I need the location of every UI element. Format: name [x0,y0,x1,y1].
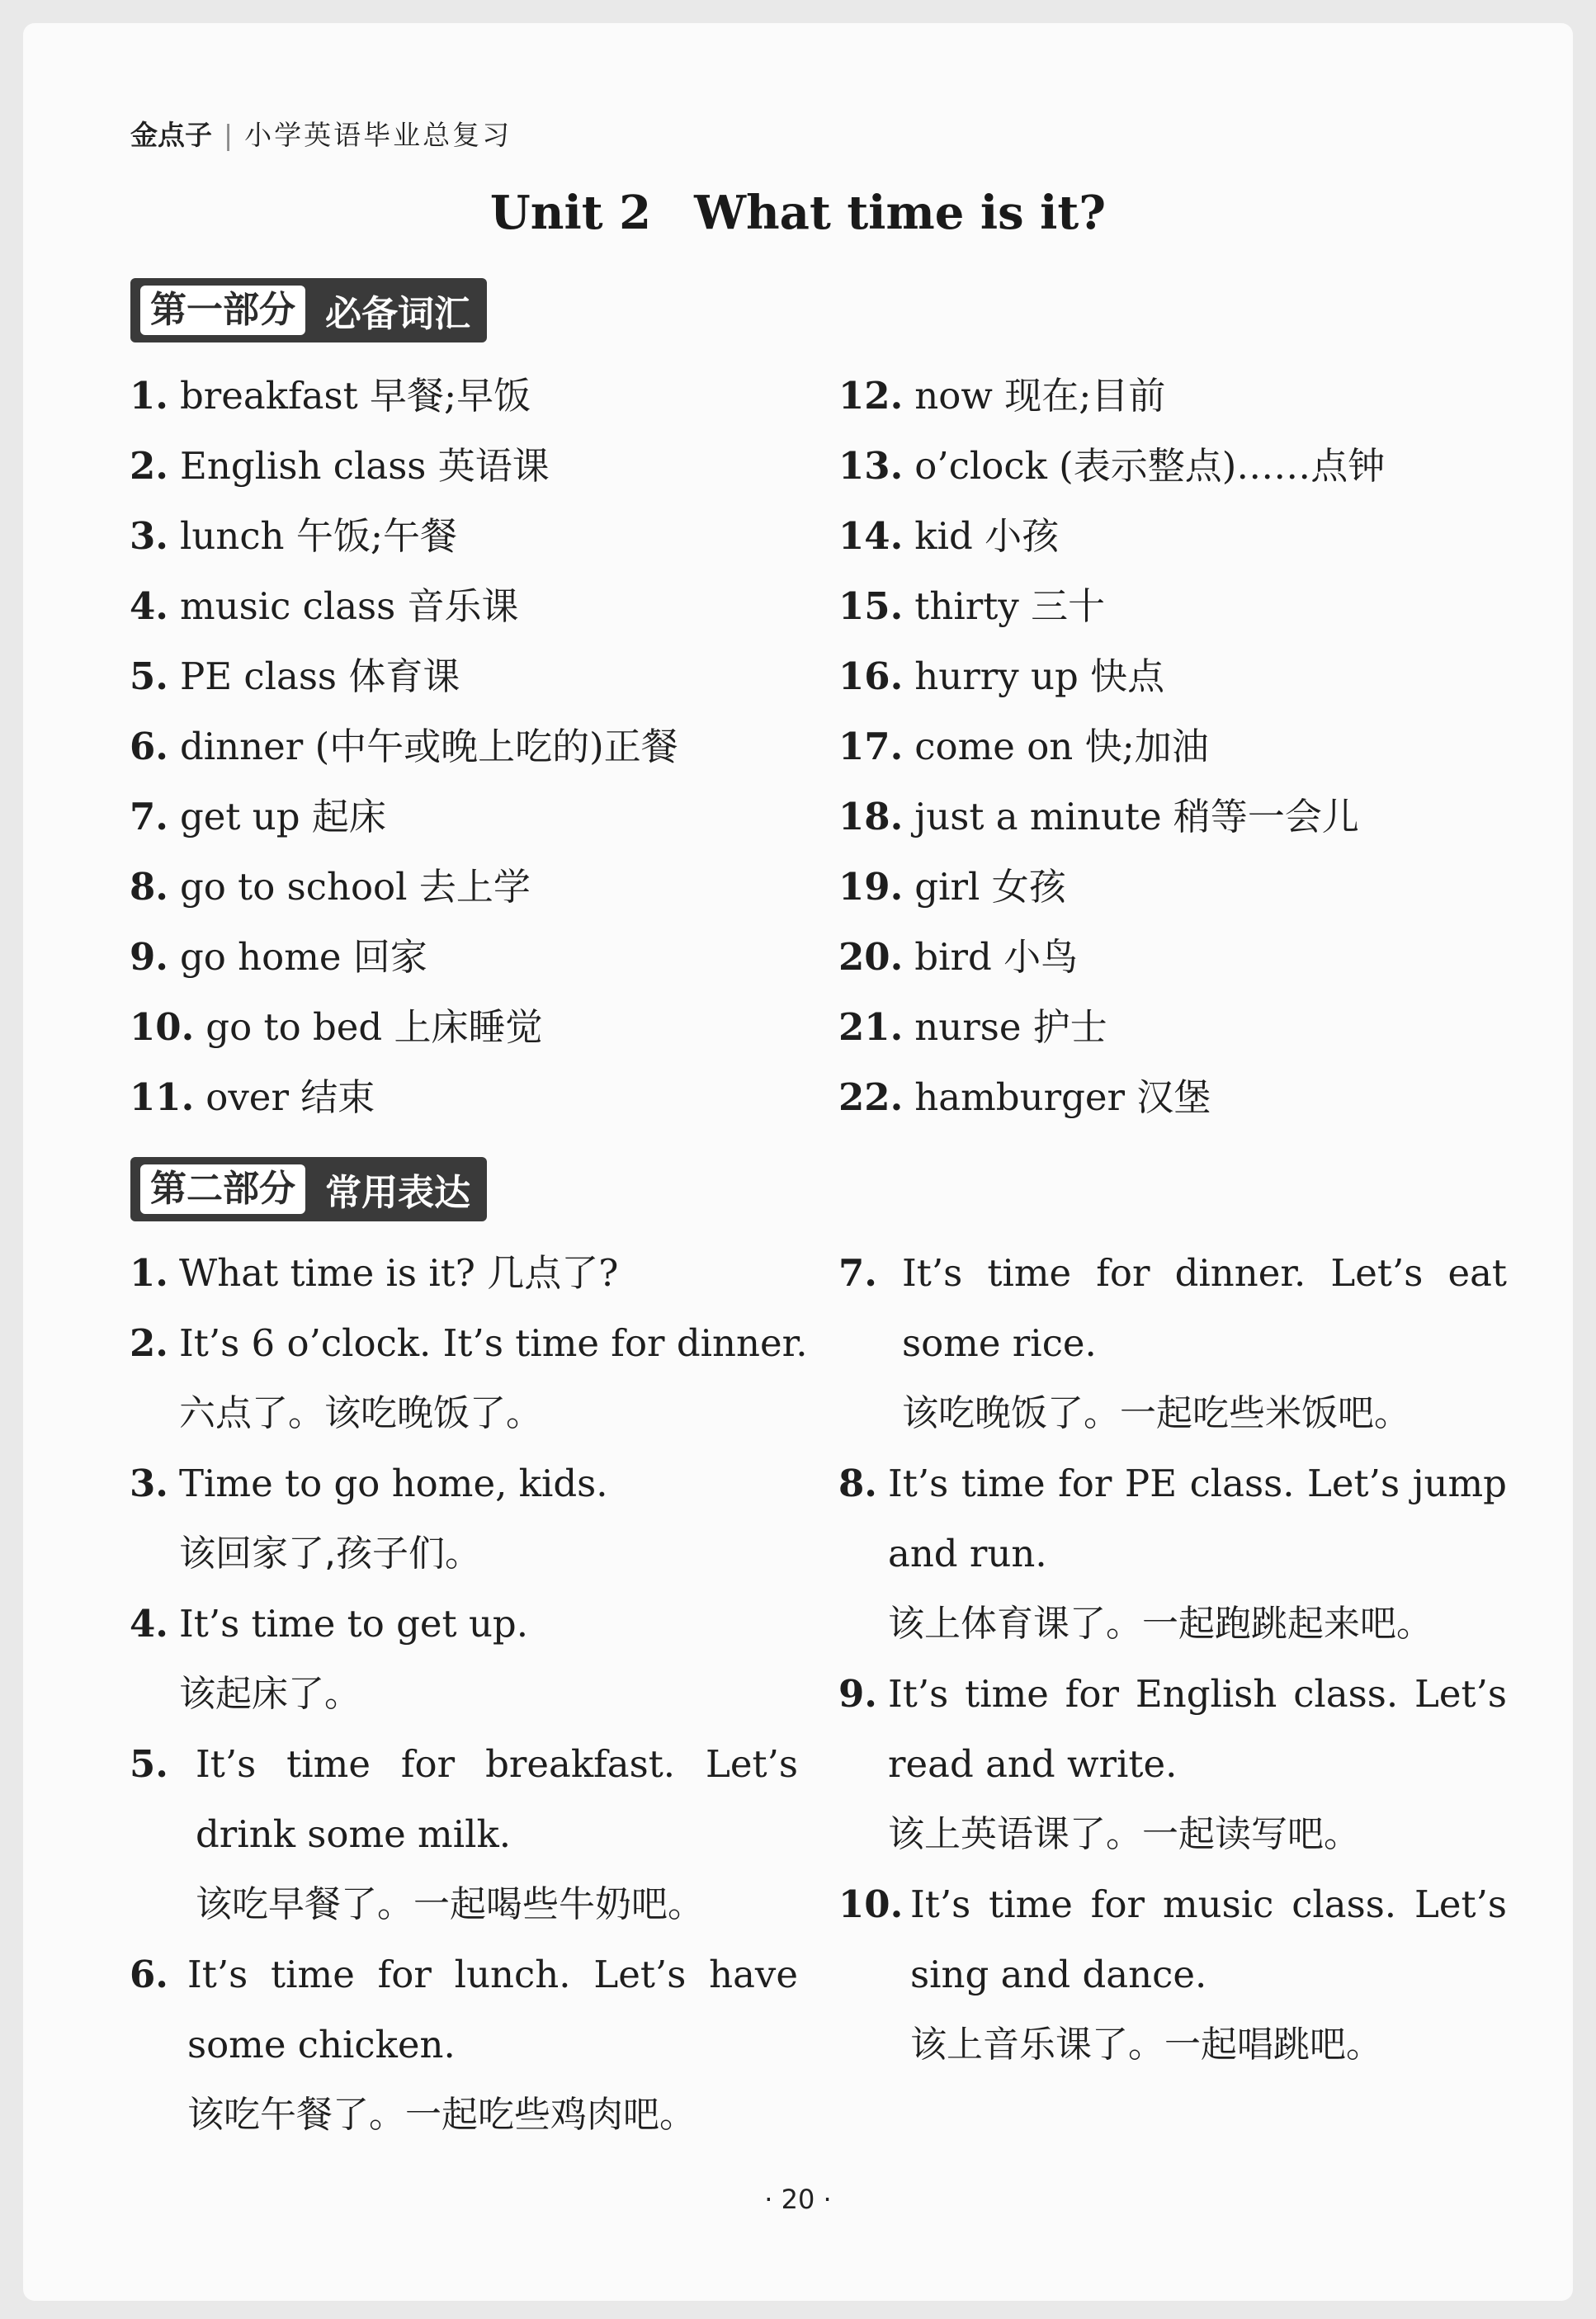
expression-english: It’s time for English class. Let’s [888,1672,1507,1716]
item-number: 3. [130,1462,168,1505]
vocab-item [838,652,1164,701]
expression-english: It’s time for lunch. Let’s have [187,1953,798,1996]
item-number: 4. [130,584,168,628]
item-number: 2. [130,1321,168,1365]
expression-english: It’s time for breakfast. Let’s [196,1742,798,1786]
vocab-text: nurse 护士 [914,1005,1107,1049]
vocab-text: hamburger 汉堡 [914,1075,1211,1119]
item-number: 20. [838,935,904,979]
running-header [130,114,512,153]
header-brand: 金点子 [130,119,212,151]
item-number: 19. [838,865,904,909]
vocab-item [130,792,386,842]
item-number: 3. [130,514,168,558]
item-number: 21. [838,1005,904,1049]
item-number: 17. [838,725,904,768]
section-part-label: 第一部分 [140,286,305,335]
vocab-item [838,933,1078,982]
vocab-text: go to school 去上学 [179,865,531,909]
expression-translation: 该上体育课了。一起跑跳起来吧。 [888,1603,1433,1645]
vocab-text: get up 起床 [179,795,386,838]
item-number: 2. [130,444,168,488]
vocab-text: go to bed 上床睡觉 [205,1005,543,1049]
expression-translation: 该上英语课了。一起读写吧。 [888,1813,1360,1855]
section-name: 必备词汇 [325,293,470,335]
item-number: 13. [838,444,904,488]
item-number: 5. [130,1742,168,1786]
vocab-item [130,1003,543,1052]
vocab-text: thirty 三十 [914,584,1106,628]
vocab-item [130,933,427,982]
vocab-text: go home 回家 [179,935,427,979]
item-number: 14. [838,514,904,558]
expression-item [130,1939,798,2150]
expression-english: It’s 6 o’clock. It’s time for dinner. [179,1321,808,1365]
item-number: 4. [130,1602,168,1646]
unit-title [0,186,1596,240]
item-number: 15. [838,584,904,628]
vocab-text: girl 女孩 [914,865,1066,909]
expression-translation: 该起床了。 [179,1673,361,1715]
header-subtitle: 小学英语毕业总复习 [244,119,512,151]
unit-label: Unit 2 [489,186,652,240]
expression-english: some rice. [902,1321,1097,1365]
expression-english: sing and dance. [910,1953,1207,1996]
page-number: · 20 · [764,2184,832,2215]
section-part-label: 第二部分 [140,1164,305,1214]
item-number: 18. [838,795,904,838]
vocab-text: o’clock (表示整点)……点钟 [914,444,1386,488]
unit-name: What time is it? [694,186,1107,240]
vocab-item [838,1073,1211,1122]
expression-item [130,1729,798,1939]
expression-english: read and write. [888,1742,1178,1786]
vocab-item [130,1073,375,1122]
expression-translation: 该吃早餐了。一起喝些牛奶吧。 [196,1883,704,1925]
section-name: 常用表达 [325,1172,470,1214]
expression-item [130,1448,798,1589]
vocab-text: breakfast 早餐;早饭 [179,374,531,418]
vocab-item [130,652,460,701]
vocab-text: lunch 午饭;午餐 [179,514,457,558]
vocab-text: now 现在;目前 [914,374,1166,418]
item-number: 11. [130,1075,195,1119]
vocab-text: kid 小孩 [914,514,1060,558]
expression-english: and run. [888,1532,1047,1575]
expression-item [130,1308,808,1448]
expression-item [130,1238,798,1308]
expression-english: It’s time for dinner. Let’s eat [902,1251,1507,1295]
item-number: 6. [130,725,168,768]
vocab-item [130,371,531,421]
expression-english: It’s time for music class. Let’s [910,1882,1507,1926]
expression-english: It’s time for PE class. Let’s jump [888,1462,1507,1505]
item-number: 1. [130,374,168,418]
expression-item [838,1448,1507,1659]
item-number: 7. [130,795,168,838]
vocab-text: bird 小鸟 [914,935,1079,979]
expression-item [130,1589,798,1729]
vocab-item [838,722,1209,772]
expression-translation: 该吃晚饭了。一起吃些米饭吧。 [902,1392,1410,1434]
item-number: 7. [838,1251,877,1295]
vocab-item [130,442,550,491]
item-number: 8. [130,865,168,909]
vocab-item [838,862,1066,912]
item-number: 10. [838,1882,904,1926]
vocab-item [838,442,1385,491]
expression-english: It’s time to get up. [179,1602,529,1646]
expression-english: Time to go home, kids. [179,1462,608,1505]
expression-translation: 该回家了,孩子们。 [179,1533,481,1575]
item-number: 9. [130,935,168,979]
header-separator: | [224,119,234,151]
expression-item [838,1238,1507,1448]
vocab-text: over 结束 [205,1075,375,1119]
expression-translation: 六点了。该吃晚饭了。 [179,1392,542,1434]
vocab-item [130,722,678,772]
vocab-item [130,582,519,631]
vocab-text: just a minute 稍等一会儿 [914,795,1359,838]
vocab-item [838,371,1165,421]
item-number: 6. [130,1953,168,1996]
vocab-text: English class 英语课 [179,444,550,488]
section-heading-expressions [130,1157,487,1221]
expression-english: What time is it? 几点了? [179,1251,619,1295]
vocab-item [838,1003,1107,1052]
expression-translation: 该吃午餐了。一起吃些鸡肉吧。 [187,2094,696,2136]
vocab-item [838,792,1359,842]
expression-english: drink some milk. [196,1812,512,1856]
vocab-text: PE class 体育课 [179,654,460,698]
item-number: 1. [130,1251,168,1295]
expression-item [838,1869,1507,2080]
item-number: 9. [838,1672,877,1716]
item-number: 12. [838,374,904,418]
vocab-text: hurry up 快点 [914,654,1165,698]
item-number: 5. [130,654,168,698]
item-number: 10. [130,1005,195,1049]
expression-english: some chicken. [187,2023,456,2066]
vocab-item [130,862,531,912]
expression-translation: 该上音乐课了。一起唱跳吧。 [910,2024,1382,2066]
item-number: 8. [838,1462,877,1505]
section-heading-vocabulary [130,278,487,342]
item-number: 22. [838,1075,904,1119]
expression-item [838,1659,1507,1869]
vocab-text: music class 音乐课 [179,584,519,628]
item-number: 16. [838,654,904,698]
vocab-item [838,512,1059,561]
vocab-text: dinner (中午或晚上吃的)正餐 [179,725,678,768]
vocab-item [130,512,457,561]
vocab-item [838,582,1105,631]
vocab-text: come on 快;加油 [914,725,1209,768]
